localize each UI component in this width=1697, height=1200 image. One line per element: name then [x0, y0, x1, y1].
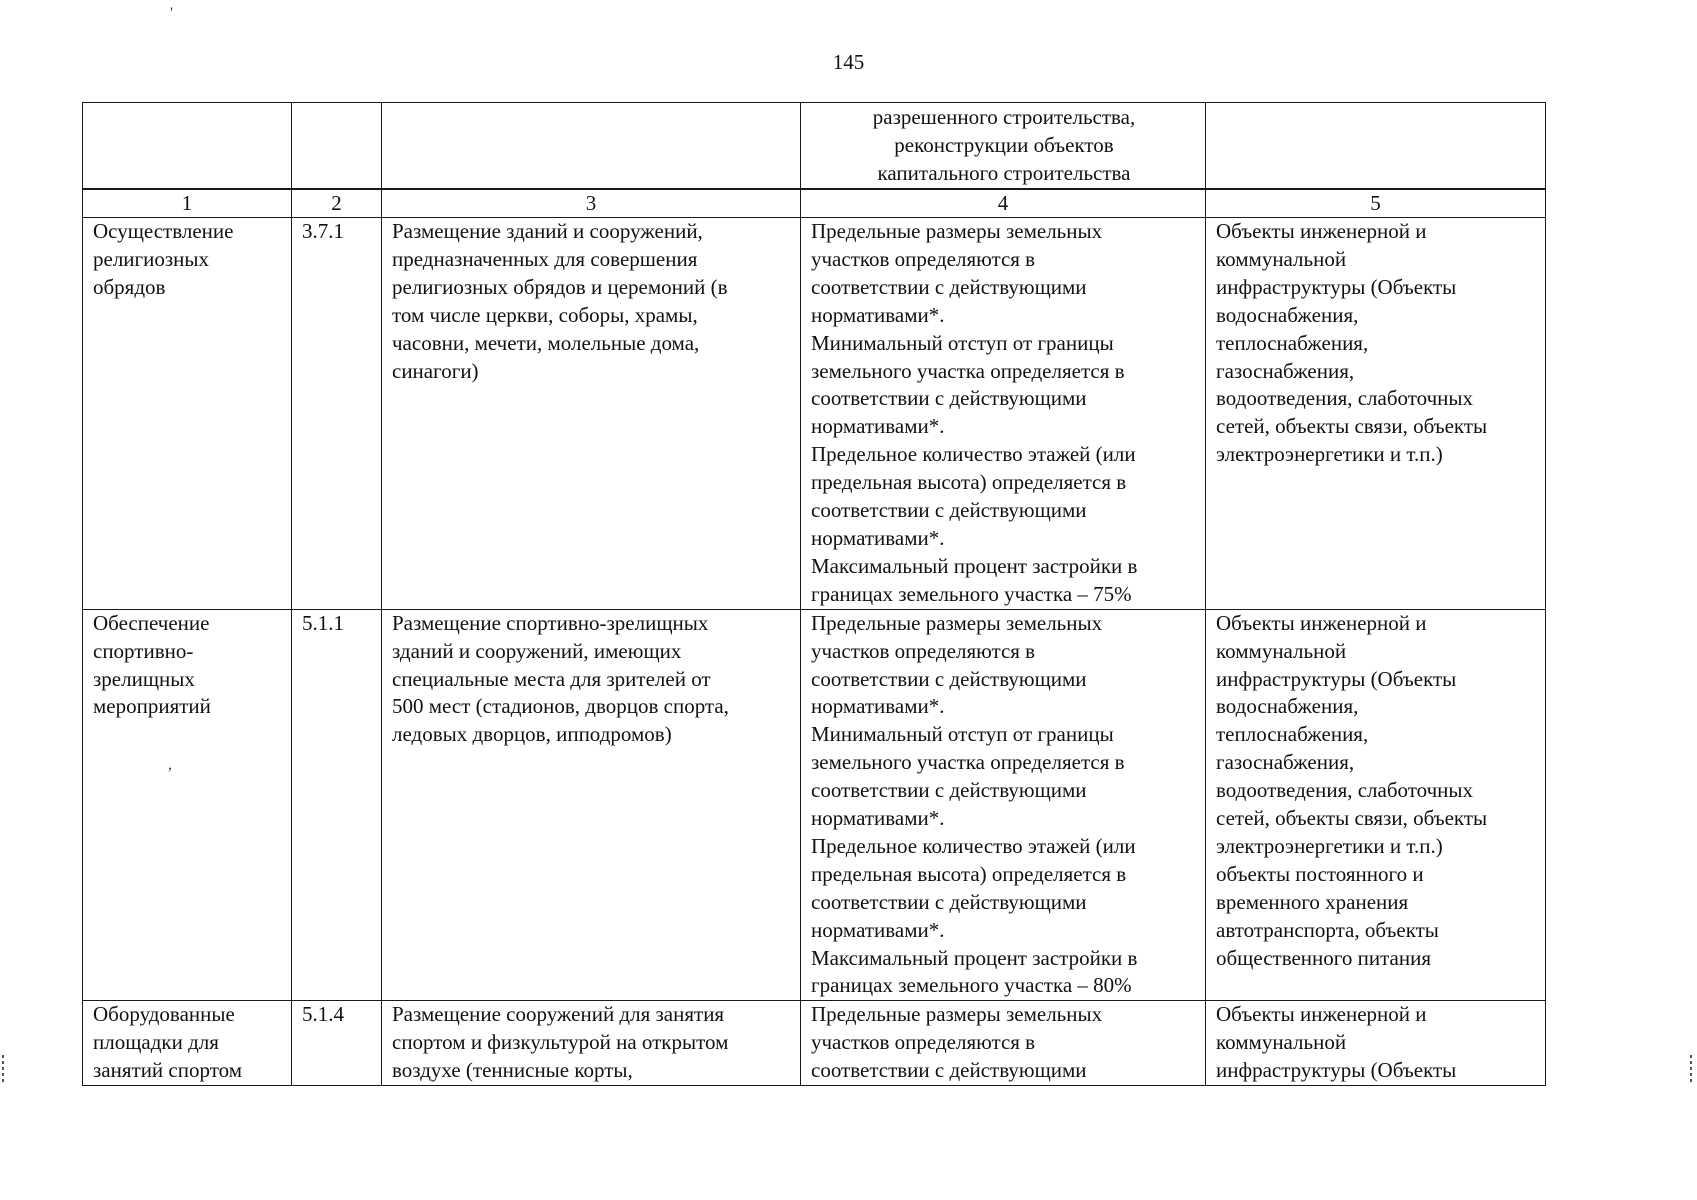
column-number-3: 3 — [382, 189, 801, 218]
cell-line: соответствии с действующими — [811, 889, 1087, 914]
scan-edge-mark — [1690, 1055, 1692, 1085]
parameters-cell — [801, 609, 1206, 1001]
header-line: разрешенного строительства, — [872, 105, 1136, 130]
header-cell-2 — [292, 103, 382, 190]
cell-line: инфраструктуры (Объекты — [1216, 274, 1457, 299]
cell-line: зданий и сооружений, имеющих — [392, 638, 682, 663]
cell-line: участков определяются в — [811, 246, 1036, 271]
cell-line: газоснабжения, — [1216, 750, 1355, 775]
cell-line: газоснабжения, — [1216, 358, 1355, 383]
cell-line: площадки для — [93, 1030, 219, 1055]
cell-line: нормативами*. — [811, 917, 945, 942]
cell-line: воздухе (теннисные корты, — [392, 1058, 633, 1083]
cell-line: специальные места для зрителей от — [392, 666, 711, 691]
cell-line: соответствии с действующими — [811, 1058, 1087, 1083]
cell-line: автотранспорта, объекты — [1216, 917, 1439, 942]
cell-line: занятий спортом — [93, 1058, 242, 1083]
cell-line: Объекты инженерной и — [1216, 1002, 1427, 1027]
cell-line: объекты постоянного и — [1216, 861, 1424, 886]
cell-line: нормативами*. — [811, 414, 945, 439]
cell-line: участков определяются в — [811, 638, 1036, 663]
use-code-cell: 5.1.4 — [292, 1001, 382, 1086]
parameters-cell — [801, 1001, 1206, 1086]
table-row — [83, 218, 1546, 610]
cell-line: инфраструктуры (Объекты — [1216, 1058, 1457, 1083]
cell-line: теплоснабжения, — [1216, 330, 1369, 355]
cell-line: ледовых дворцов, ипподромов) — [392, 722, 672, 747]
header-cell-5 — [1206, 103, 1546, 190]
cell-line: Размещение сооружений для занятия — [392, 1002, 725, 1027]
header-line: реконструкции объектов — [894, 133, 1114, 158]
land-use-table — [82, 102, 1546, 1086]
auxiliary-uses-cell — [1206, 218, 1546, 610]
parameters-cell — [801, 218, 1206, 610]
cell-line: Предельное количество этажей (или — [811, 442, 1136, 467]
use-description-cell — [382, 218, 801, 610]
cell-line: Размещение спортивно-зрелищных — [392, 610, 709, 635]
cell-line: водоотведения, слаботочных — [1216, 778, 1474, 803]
cell-line: нормативами*. — [811, 694, 945, 719]
scan-edge-mark — [2, 1055, 4, 1085]
cell-line: соответствии с действующими — [811, 666, 1087, 691]
cell-line: коммунальной — [1216, 638, 1347, 663]
column-number-2: 2 — [292, 189, 382, 218]
header-cell-4 — [801, 103, 1206, 190]
cell-line: водоснабжения, — [1216, 694, 1359, 719]
cell-line: границах земельного участка – 75% — [811, 581, 1132, 606]
use-name-cell — [83, 609, 292, 1001]
use-description-cell — [382, 1001, 801, 1086]
cell-line: сетей, объекты связи, объекты — [1216, 414, 1488, 439]
cell-line: часовни, мечети, молельные дома, — [392, 330, 700, 355]
cell-line: Максимальный процент застройки в — [811, 945, 1138, 970]
cell-line: том числе церкви, соборы, храмы, — [392, 302, 698, 327]
header-cell-3 — [382, 103, 801, 190]
cell-line: Объекты инженерной и — [1216, 610, 1427, 635]
cell-line: водоотведения, слаботочных — [1216, 386, 1474, 411]
cell-line: религиозных обрядов и церемоний (в — [392, 274, 728, 299]
cell-line: Обеспечение — [93, 610, 210, 635]
use-name-cell — [83, 218, 292, 610]
column-number-5: 5 — [1206, 189, 1546, 218]
cell-line: спортивно- — [93, 638, 194, 663]
cell-line: Предельное количество этажей (или — [811, 833, 1136, 858]
cell-line: Минимальный отступ от границы — [811, 330, 1114, 355]
table-row — [83, 609, 1546, 1001]
cell-line: Максимальный процент застройки в — [811, 553, 1138, 578]
cell-line: соответствии с действующими — [811, 386, 1087, 411]
cell-line: Минимальный отступ от границы — [811, 722, 1114, 747]
cell-line: Предельные размеры земельных — [811, 1002, 1103, 1027]
cell-line: соответствии с действующими — [811, 498, 1087, 523]
cell-line: инфраструктуры (Объекты — [1216, 666, 1457, 691]
cell-line: мероприятий — [93, 694, 211, 719]
table-row — [83, 1001, 1546, 1086]
auxiliary-uses-cell — [1206, 1001, 1546, 1086]
auxiliary-uses-cell — [1206, 609, 1546, 1001]
scan-speck: , — [168, 756, 172, 773]
header-cell-1 — [83, 103, 292, 190]
header-continuation-row — [83, 103, 1546, 190]
cell-line: земельного участка определяется в — [811, 750, 1125, 775]
cell-line: коммунальной — [1216, 1030, 1347, 1055]
cell-line: соответствии с действующими — [811, 778, 1087, 803]
cell-line: коммунальной — [1216, 246, 1347, 271]
cell-line: Предельные размеры земельных — [811, 610, 1103, 635]
cell-line: нормативами*. — [811, 806, 945, 831]
cell-line: зрелищных — [93, 666, 195, 691]
cell-line: водоснабжения, — [1216, 302, 1359, 327]
cell-line: электроэнергетики и т.п.) — [1216, 833, 1443, 858]
cell-line: Осуществление — [93, 219, 234, 243]
use-description-cell — [382, 609, 801, 1001]
cell-line: границах земельного участка – 80% — [811, 973, 1132, 998]
column-number-4: 4 — [801, 189, 1206, 218]
cell-line: Оборудованные — [93, 1002, 235, 1027]
cell-line: Размещение зданий и сооружений, — [392, 219, 703, 243]
cell-line: Объекты инженерной и — [1216, 219, 1427, 243]
cell-line: 500 мест (стадионов, дворцов спорта, — [392, 694, 729, 719]
cell-line: Предельные размеры земельных — [811, 219, 1103, 243]
use-code-cell: 3.7.1 — [292, 218, 382, 610]
cell-line: теплоснабжения, — [1216, 722, 1369, 747]
cell-line: религиозных — [93, 246, 210, 271]
cell-line: предназначенных для совершения — [392, 246, 698, 271]
use-code-cell: 5.1.1 — [292, 609, 382, 1001]
cell-line: участков определяются в — [811, 1030, 1036, 1055]
cell-line: спортом и физкультурой на открытом — [392, 1030, 729, 1055]
cell-line: сетей, объекты связи, объекты — [1216, 806, 1488, 831]
scan-speck: ' — [170, 5, 173, 22]
cell-line: электроэнергетики и т.п.) — [1216, 442, 1443, 467]
cell-line: нормативами*. — [811, 525, 945, 550]
cell-line: предельная высота) определяется в — [811, 861, 1127, 886]
header-line: капитального строительства — [877, 161, 1131, 186]
column-number-row — [83, 189, 1546, 218]
page-number: 145 — [832, 50, 865, 74]
cell-line: синагоги) — [392, 358, 479, 383]
cell-line: предельная высота) определяется в — [811, 470, 1127, 495]
column-number-1: 1 — [83, 189, 292, 218]
cell-line: обрядов — [93, 274, 166, 299]
use-name-cell — [83, 1001, 292, 1086]
cell-line: нормативами*. — [811, 302, 945, 327]
cell-line: соответствии с действующими — [811, 274, 1087, 299]
cell-line: общественного питания — [1216, 945, 1431, 970]
cell-line: временного хранения — [1216, 889, 1409, 914]
cell-line: земельного участка определяется в — [811, 358, 1125, 383]
